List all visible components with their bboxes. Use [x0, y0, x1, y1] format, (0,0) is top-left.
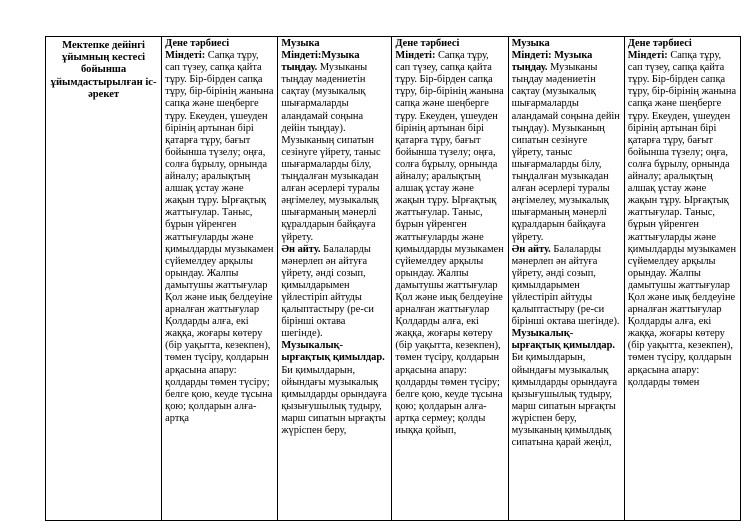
task-label: Міндеті:	[165, 50, 206, 62]
task-label: Міндеті:	[395, 50, 436, 62]
task-text: Музыканы тыңдау мәдениетін сақтау (музыкалық шығармаларды аландамай соңына дейін тыңдау). Музыканың сипатын сезінуге үйрету, таныс шығармаларды білу, тыңдалған музыкадан алған әсерлері туралы әңгімелеу, музыкалық шығарманың мәнерлі құралдарын байқауға үйрету.	[511, 62, 620, 243]
day-cell-2	[278, 37, 392, 521]
task-text: Музыканы тыңдау мәдениетін сақтау (музыкалық шығармаларды аландамай соңына дейін тыңдау). Музыканың сипатын сезінуге үйрету, таныс шығармаларды білу, тыңдалған музыкадан алған әсерлері туралы әңгімелеу, музыкалық шығарманың мәнерлі құралдарын байқауға үйрету.	[281, 62, 381, 243]
subject-heading: Дене тәрбиесі	[165, 38, 230, 49]
singing-text: Балаларды мәнерлеп ән айтуға үйрету, әнді созып, қимылдарымен үйлестіріп айтуды қалыптастыру (ре-си бірінші октава шегінде).	[511, 243, 620, 328]
task-text: Сапқа тұру, сап түзеу, сапқа қайта тұру. Бір-бірден сапқа тұру, бір-бірінің жанына сапқа және шеңберге тұру. Екеуден, үшеуден бірінің артынан бірі қатарға тұру, бағыт бойынша түзелу; оңға, солға бұрылу, орнында айналу; аралықтың алшақ ұстау және жақын тұру. Ырғақтық жаттығулар. Таныс, бұрын үйренген жаттығуларды және қимылдарды музыкамен сүйемелдеу арқылы орындау. Жалпы дамытушы жаттығулар Қол және иық белдеуіне арналған жаттығулар Қолдарды алға, екі жаққа, жоғары көтеру (бір уақытта, кезекпен), төмен түсіру, қолдарын арқасына апару: қолдарды төмен түсіру; белге қою, кеуде тұсына қою; қолдарын алға-артқа сермеу; қолды иыққа қойып,	[395, 50, 504, 436]
rhythm-label: Музыкалық-ырғақтық қимылдар.	[281, 340, 385, 364]
table-row	[46, 37, 741, 521]
singing-label: Ән айту.	[511, 243, 551, 255]
task-text: Сапқа тұру, сап түзеу, сапқа қайта тұру. Бір-бірден сапқа тұру, бір-бірінің жанына сапқа және шеңберге тұру. Екеуден, үшеуден бірінің артынан бірі қатарға тұру, бағыт бойынша түзелу; оңға, солға бұрылу, орнында айналу; аралықтың алшақ ұстау және жақын тұру. Ырғақтық жаттығулар. Таныс, бұрын үйренген жаттығуларды және қимылдарды музыкамен сүйемелдеу арқылы орындау. Жалпы дамытушы жаттығулар Қол және иық белдеуіне арналған жаттығулар Қолдарды алға, екі жаққа, жоғары көтеру (бір уақытта, кезекпен), төмен түсіру, қолдарын арқасына апару: қолдарды төмен	[627, 50, 737, 388]
row-header-cell	[46, 37, 162, 521]
row-header: Мектепке дейінгі ұйымның кестесі бойынша ұйымдастырылған іс-әрекет	[50, 40, 157, 100]
day-cell-3	[392, 37, 508, 521]
day-cell-1	[162, 37, 278, 521]
singing-text: Балаларды мәнерлеп ән айтуға үйрету, әнді созып, қимылдарымен үйлестіріп айтуды қалыптастыру (ре-си бірінші октава шегінде).	[281, 243, 374, 340]
singing-label: Ән айту.	[281, 243, 321, 255]
subject-heading: Музыка	[281, 38, 320, 49]
schedule-table	[45, 36, 741, 521]
rhythm-text: Би қимылдарын, ойындағы музыкалық қимылдарды орындауға қызығушылық тудыру, марш сипатын ырғақты жүріспен беру, музыканың қимылдық сипатына қарай жеңіл,	[511, 352, 618, 449]
task-label: Міндеті:Музыка тыңдау.	[281, 50, 360, 74]
task-text: Сапқа тұру, сап түзеу, сапқа қайта тұру. Бір-бірден сапқа тұру, бір-бірінің жанына сапқа және шеңберге тұру. Екеуден, үшеуден бірінің артынан бірі қатарға тұру, бағыт бойынша түзелу; оңға, солға бұрылу, орнында айналу; аралықтың алшақ ұстау және жақын тұру. Ырғақтық жаттығулар. Таныс, бұрын үйренген жаттығуларды және қимылдарды музыкамен сүйемелдеу арқылы орындау. Жалпы дамытушы жаттығулар Қол және иық белдеуіне арналған жаттығулар Қолдарды алға, екі жаққа, жоғары көтеру (бір уақытта, кезекпен), төмен түсіру, қолдарын арқасына апару: қолдарды төмен түсіру; белге қою, кеуде тұсына қою; қолдарын алға-артқа	[165, 50, 274, 424]
day-cell-4	[508, 37, 624, 521]
day-cell-5	[624, 37, 740, 521]
rhythm-text: Би қимылдарын, ойындағы музыкалық қимылдарды орындауға қызығушылық тудыру, марш сипатын ырғақты жүріспен беру,	[281, 364, 387, 436]
subject-heading: Дене тәрбиесі	[627, 38, 692, 49]
task-label: Міндеті: Музыка тыңдау.	[511, 50, 593, 74]
rhythm-label: Музыкалық-ырғақтық қимылдар.	[511, 328, 615, 352]
subject-heading: Дене тәрбиесі	[395, 38, 460, 49]
subject-heading: Музыка	[511, 38, 550, 49]
task-label: Міндеті:	[627, 50, 668, 62]
